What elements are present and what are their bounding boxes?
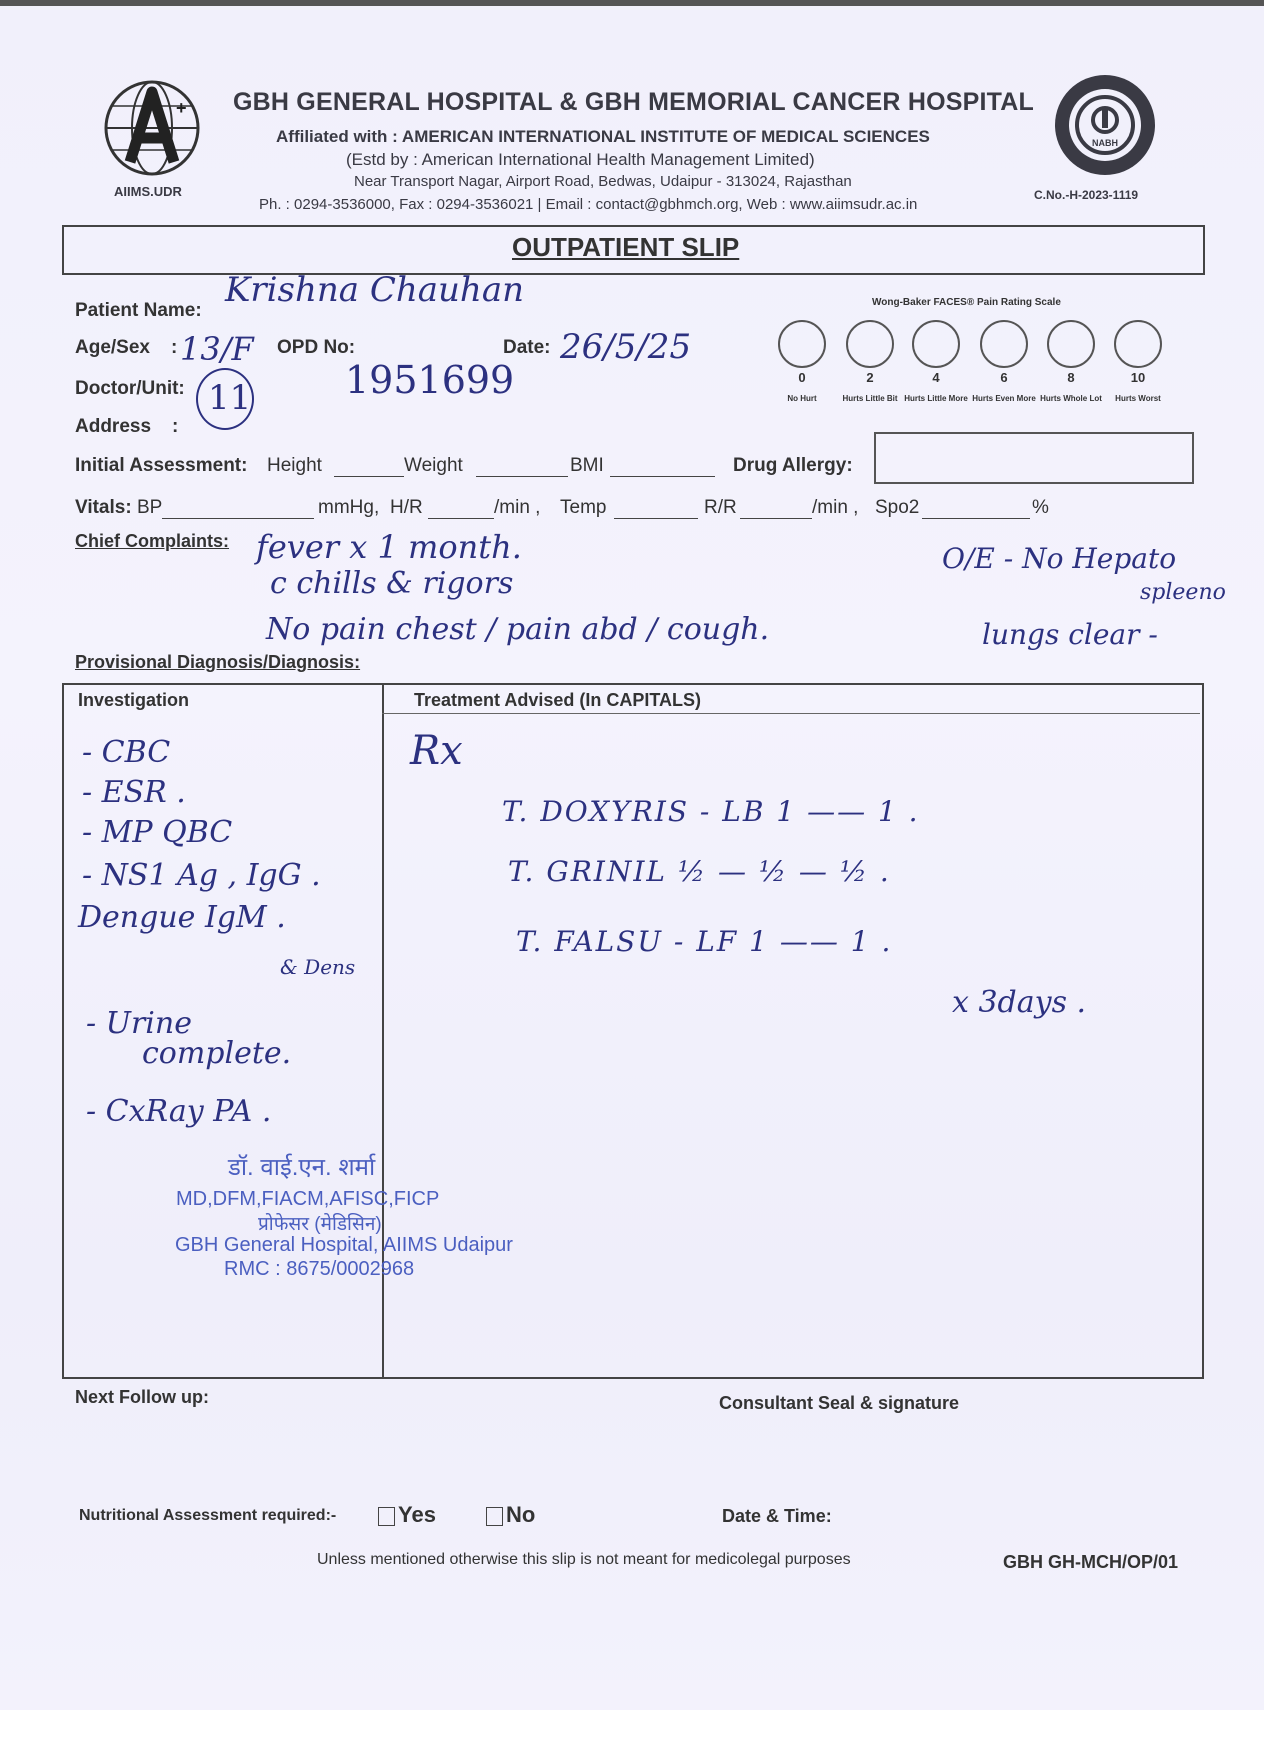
vitals-label: Vitals: [75,497,132,518]
opd-no-value: 1951699 [345,358,515,402]
nutritional-yes-option[interactable] [378,1502,436,1528]
form-code: GBH GH-MCH/OP/01 [1003,1552,1179,1572]
scan-bottom-margin [0,1710,1264,1753]
form-title: OUTPATIENT SLIP [512,232,740,262]
stamp-hospital: GBH General Hospital, AIIMS Udaipur [175,1234,513,1256]
pain-score-4: 4 [932,370,940,385]
rr-line[interactable] [740,518,812,519]
temp-line[interactable] [614,518,698,519]
treatment-header: Treatment Advised (In CAPITALS) [414,690,702,710]
rx-symbol: Rx [410,728,463,774]
rr-label: R/R [704,497,737,518]
age-sex-colon: : [171,337,178,358]
stamp-registration: RMC : 8675/0002968 [224,1258,415,1280]
next-follow-up-label: Next Follow up: [75,1387,209,1407]
face-10-icon [1114,320,1162,368]
disclaimer-text: Unless mentioned otherwise this slip is not meant for medicolegal purposes [317,1551,851,1568]
nutritional-no-option[interactable] [486,1502,535,1528]
investigation-item: Dengue IgM . [78,900,286,935]
consultant-seal-label: Consultant Seal & signature [719,1393,960,1413]
stamp-designation: प्रोफेसर (मेडिसिन) [258,1214,382,1235]
hr-unit: /min , [494,497,541,518]
bmi-line[interactable] [610,476,715,477]
exam-line-1: O/E - No Hepato [942,542,1177,575]
investigation-item: & Dens [280,955,356,979]
date-label: Date: [503,337,551,358]
pain-scale-title: Wong-Baker FACES® Pain Rating Scale [872,297,1061,308]
certificate-number: C.No.-H-2023-1119 [1034,188,1139,202]
pain-score-8: 8 [1067,370,1075,385]
no-checkbox[interactable] [486,1507,503,1526]
age-sex-value: 13/F [180,330,254,368]
pain-label-2: Hurts Little Bit [842,394,898,403]
pain-label-8: Hurts Whole Lot [1040,394,1102,403]
pain-label-0: No Hurt [787,394,817,403]
pain-label-10: Hurts Worst [1115,394,1161,403]
left-logo-caption: AIIMS.UDR [114,184,182,199]
mmhg-label: mmHg, [318,497,380,518]
hospital-address: Near Transport Nagar, Airport Road, Bedwas, Udaipur - 313024, Rajasthan [354,173,852,190]
date-time-label: Date & Time: [722,1506,832,1526]
investigation-item: - CxRay PA . [86,1094,272,1129]
chief-complaints-label: Chief Complaints: [75,531,230,551]
complaint-line-3: No pain chest / pain abd / cough. [266,612,770,647]
investigation-item: complete. [142,1036,292,1071]
face-8-icon [1047,320,1095,368]
address-colon: : [172,416,179,437]
rr-unit: /min , [812,497,859,518]
pain-label-4: Hurts Little More [904,394,968,403]
hospital-contact: Ph. : 0294-3536000, Fax : 0294-3536021 | Email : contact@gbhmch.org, Web : www.aiimsudr.ac.in [259,196,918,213]
investigation-item: - Urine [86,1006,192,1041]
hr-line[interactable] [428,518,494,519]
hr-label: H/R [390,497,423,518]
pain-score-0: 0 [798,370,806,385]
date-value: 26/5/25 [560,327,692,367]
spo2-label: Spo2 [875,497,920,518]
weight-label: Weight [404,455,463,476]
nabh-label: NABH [1092,138,1118,148]
height-label: Height [267,455,322,476]
nutritional-assessment-label: Nutritional Assessment required:- [79,1507,337,1524]
exam-line-2: spleeno [1140,580,1226,605]
complaint-line-2: c chills & rigors [270,566,514,601]
drug-allergy-box[interactable] [874,432,1194,484]
affiliation-line: Affiliated with : AMERICAN INTERNATIONAL INSTITUTE OF MEDICAL SCIENCES [276,127,930,146]
investigation-item: - MP QBC [82,815,233,850]
face-2-icon [846,320,894,368]
patient-name-value: Krishna Chauhan [225,270,524,310]
aiims-logo-icon [102,78,202,178]
doctor-unit-label: Doctor/Unit: [75,378,185,399]
spo2-unit: % [1032,497,1049,518]
nabh-seal-icon [1052,72,1158,178]
opd-no-label: OPD No: [277,337,356,358]
temp-label: Temp [560,497,607,518]
stamp-qualifications: MD,DFM,FIACM,AFISC,FICP [176,1188,440,1210]
pain-label-6: Hurts Even More [972,394,1036,403]
bp-line[interactable] [162,518,314,519]
patient-name-label: Patient Name: [75,300,202,321]
pain-score-6: 6 [1000,370,1008,385]
spo2-line[interactable] [922,518,1030,519]
investigation-item: - ESR . [82,775,186,810]
provisional-diagnosis-label: Provisional Diagnosis/Diagnosis: [75,652,361,672]
treatment-item: T. GRINIL ½ — ½ — ½ . [508,855,891,888]
pain-score-2: 2 [866,370,874,385]
established-line: (Estd by : American International Health Management Limited) [346,150,815,169]
investigation-item: - NS1 Ag , IgG . [82,858,321,893]
initial-assessment-label: Initial Assessment: [75,455,248,476]
bp-label: BP [137,497,163,518]
treatment-duration: x 3days . [952,985,1087,1020]
bmi-label: BMI [570,455,604,476]
top-edge-band [0,0,1264,6]
yes-label: Yes [398,1502,436,1527]
treatment-item: T. DOXYRIS - LB 1 —— 1 . [502,795,920,828]
drug-allergy-label: Drug Allergy: [733,455,853,476]
weight-line[interactable] [476,476,568,477]
face-6-icon [980,320,1028,368]
investigation-item: - CBC [82,735,171,770]
face-4-icon [912,320,960,368]
unit-value: 11 [208,378,252,418]
yes-checkbox[interactable] [378,1507,395,1526]
svg-text:+: + [176,98,187,118]
investigation-header: Investigation [78,690,190,710]
height-line[interactable] [334,476,404,477]
stamp-doctor-name: डॉ. वाई.एन. शर्मा [228,1154,376,1181]
treatment-item: T. FALSU - LF 1 —— 1 . [516,925,893,958]
age-sex-label: Age/Sex [75,337,150,358]
address-label: Address [75,416,152,437]
pain-score-10: 10 [1130,370,1146,385]
complaint-line-1: fever x 1 month. [256,528,522,566]
face-0-icon [778,320,826,368]
table-header-rule [382,713,1200,714]
hospital-name: GBH GENERAL HOSPITAL & GBH MEMORIAL CANCER HOSPITAL [233,88,1034,116]
no-label: No [506,1502,536,1527]
exam-line-3: lungs clear - [982,618,1158,651]
